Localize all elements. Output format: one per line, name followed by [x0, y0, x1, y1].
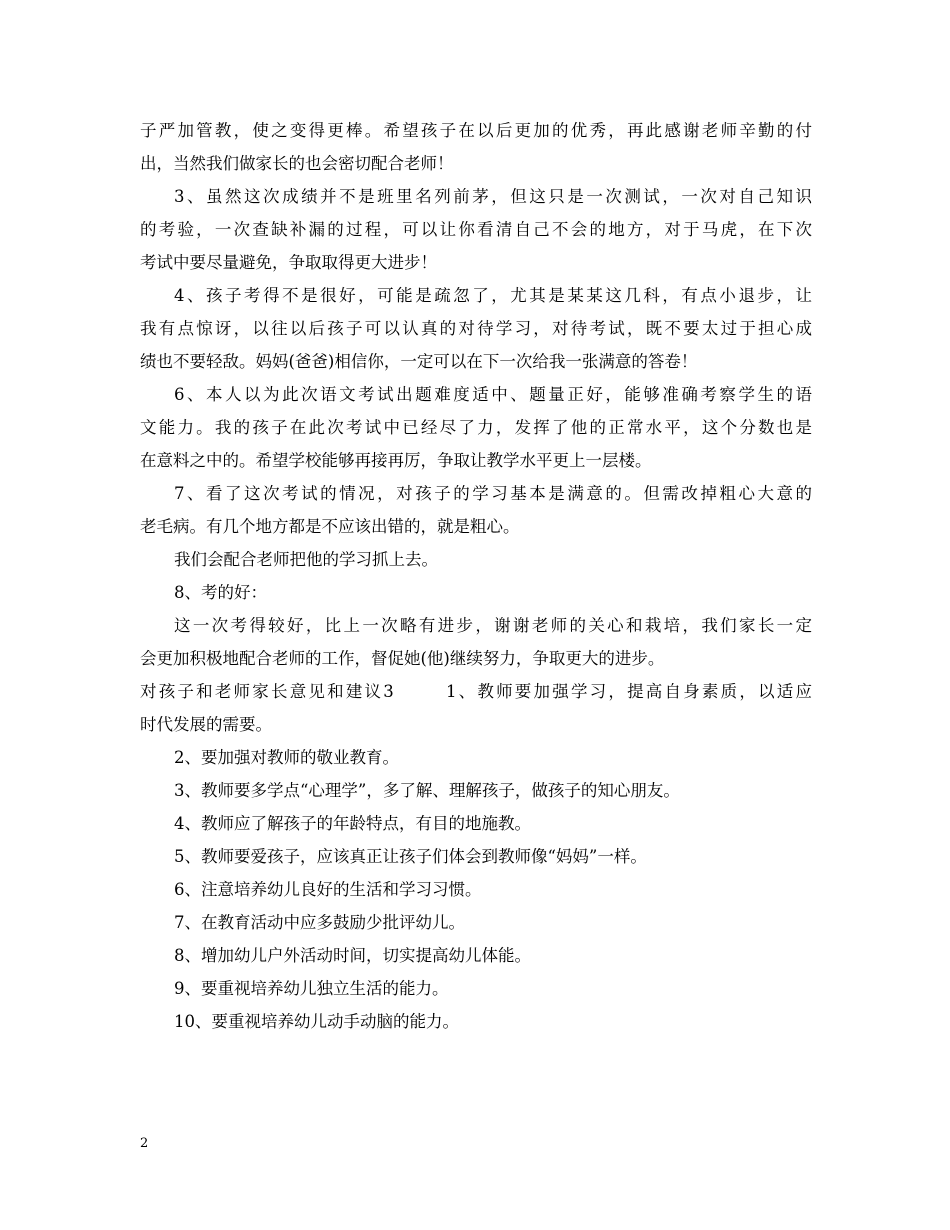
text-line: 会更加积极地配合老师的工作，督促她(他)继续努力，争取更大的进步。 [140, 649, 665, 668]
text-line: 7、在教育活动中应多鼓励少批评幼儿。 [174, 913, 465, 932]
text-line: 4、孩子考得不是很好，可能是疏忽了，尤其是某某这几科，有点小退步，让 [174, 286, 812, 305]
text-line: 在意料之中的。希望学校能够再接再厉，争取让教学水平更上一层楼。 [140, 451, 652, 470]
text-line: 8、增加幼儿户外活动时间，切实提高幼儿体能。 [174, 946, 531, 965]
page-number: 2 [140, 1136, 149, 1151]
text-line: 子严加管教，使之变得更棒。希望孩子在以后更加的优秀，再此感谢老师辛勤的付 [140, 121, 812, 140]
text-line: 文能力。我的孩子在此次考试中已经尽了力，发挥了他的正常水平，这个分数也是 [140, 418, 812, 437]
text-line: 这一次考得较好，比上一次略有进步，谢谢老师的关心和栽培，我们家长一定 [174, 616, 812, 635]
text-line: 考试中要尽量避免，争取取得更大进步！ [140, 253, 437, 272]
text-line: 时代发展的需要。 [140, 715, 272, 734]
text-line: 3、教师要多学点“心理学”，多了解、理解孩子，做孩子的知心朋友。 [174, 781, 680, 800]
text-line: 老毛病。有几个地方都是不应该出错的，就是粗心。 [140, 517, 520, 536]
text-line: 对孩子和老师家长意见和建议3 1、教师要加强学习，提高自身素质，以适应 [140, 682, 812, 701]
text-line: 8、考的好： [174, 583, 267, 602]
text-line: 3、虽然这次成绩并不是班里名列前茅，但这只是一次测试，一次对自己知识 [174, 187, 812, 206]
text-line: 5、教师要爱孩子，应该真正让孩子们体会到教师像“妈妈”一样。 [174, 847, 647, 866]
text-line: 6、本人以为此次语文考试出题难度适中、题量正好，能够准确考察学生的语 [174, 385, 812, 404]
text-line: 出，当然我们做家长的也会密切配合老师！ [140, 154, 454, 173]
text-line: 2、要加强对教师的敬业教育。 [174, 748, 399, 767]
text-line: 4、教师应了解孩子的年龄特点，有目的地施教。 [174, 814, 531, 833]
text-line: 我们会配合老师把他的学习抓上去。 [174, 550, 438, 569]
text-line: 7、看了这次考试的情况，对孩子的学习基本是满意的。但需改掉粗心大意的 [174, 484, 812, 503]
text-line: 绩也不要轻敌。妈妈(爸爸)相信你，一定可以在下一次给我一张满意的答卷！ [140, 352, 698, 371]
text-line: 6、注意培养幼儿良好的生活和学习习惯。 [174, 880, 482, 899]
document-body [140, 114, 812, 1038]
text-line: 的考验，一次查缺补漏的过程，可以让你看清自己不会的地方，对于马虎，在下次 [140, 220, 812, 239]
text-line: 我有点惊讶，以往以后孩子可以认真的对待学习，对待考试，既不要太过于担心成 [140, 319, 812, 338]
text-line: 9、要重视培养幼儿独立生活的能力。 [174, 979, 449, 998]
text-line: 10、要重视培养幼儿动手动脑的能力。 [174, 1012, 459, 1031]
